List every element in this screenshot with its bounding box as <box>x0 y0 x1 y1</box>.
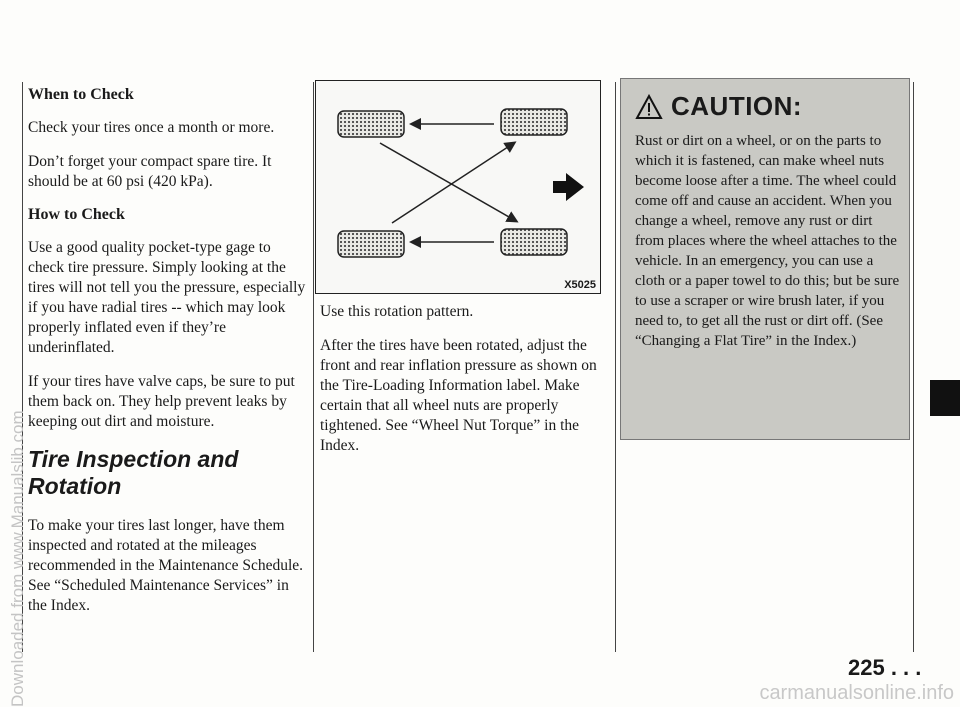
rotation-paragraph: After the tires have been rotated, adjust the front and rear inflation pressure as shown on the Tire-Loading Information label. Make certain that all wheel nuts are properly tightened. See “Wheel Nut Torque” in the Index. <box>320 337 597 454</box>
tire-rear-right <box>501 229 567 255</box>
column-divider-middle <box>313 82 314 652</box>
warning-triangle-icon <box>635 94 663 120</box>
section-title: Tire Inspection and Rotation <box>28 446 239 499</box>
bottom-watermark: carmanualsonline.info <box>759 682 954 704</box>
how-to-check-heading: How to Check <box>28 206 125 223</box>
rotation-pattern-figure <box>315 80 601 294</box>
section-paragraph: To make your tires last longer, have them inspected and rotated at the mileages recommended in the Maintenance Schedule. See “Scheduled Maintenance Services” in the Index. <box>28 517 304 614</box>
column-divider-right <box>615 82 616 652</box>
section-tab-marker <box>930 380 960 416</box>
when-to-check-heading: When to Check <box>28 86 134 103</box>
figure-code: X5025 <box>564 279 596 291</box>
caution-box <box>620 78 910 440</box>
how-to-check-paragraph-1: Use a good quality pocket-type gage to check tire pressure. Simply looking at the tires will not tell you the pressure, especially if you have radial tires -- which may look properly inflated even if they’re underinflated. <box>28 239 306 356</box>
caution-text: Rust or dirt on a wheel, or on the parts to which it is fastened, can make wheel nuts become loose after a time. The wheel could come off and cause an accident. When you change a wheel, remove any rust or dirt from places where the wheel attaches to the vehicle. In an emergency, you can use a cloth or a paper towel to do this; but be sure to use a scraper or wire brush later, if you need to, to get all the rust or dirt off. (See “Changing a Flat Tire” in the Index.) <box>635 133 900 349</box>
side-watermark: Downloaded from www.Manualslib.com <box>8 410 27 707</box>
caution-title: CAUTION: <box>671 91 803 121</box>
tire-front-right <box>501 109 567 135</box>
arrow-rear-left-to-front-right <box>392 143 514 223</box>
column-divider-far-right <box>913 82 914 652</box>
page-number: 225 . . . <box>848 655 922 680</box>
caution-heading <box>635 91 802 122</box>
middle-column-text <box>320 302 606 470</box>
when-to-check-paragraph-2: Don’t forget your compact spare tire. It should be at 60 psi (420 kPa). <box>28 153 272 190</box>
rotation-diagram <box>316 81 600 293</box>
tire-rear-left <box>338 231 404 257</box>
how-to-check-paragraph-2: If your tires have valve caps, be sure to put them back on. They help prevent leaks by keeping out dirt and moisture. <box>28 373 295 430</box>
left-column <box>28 86 308 630</box>
when-to-check-paragraph-1: Check your tires once a month or more. <box>28 119 275 136</box>
figure-caption: Use this rotation pattern. <box>320 303 474 320</box>
tire-front-left <box>338 111 404 137</box>
direction-arrow-icon <box>553 173 584 201</box>
